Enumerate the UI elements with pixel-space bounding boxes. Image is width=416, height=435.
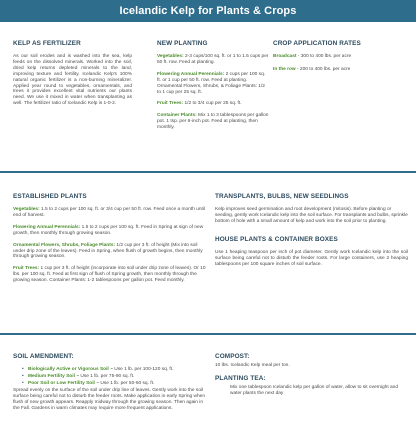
list-item (22, 374, 206, 380)
item-label: Container Plants: (157, 113, 197, 119)
soil-amendment-section (13, 353, 206, 418)
soil-amendment-heading: SOIL AMENDMENT: (13, 353, 74, 360)
item-label: Flowering Annual Perennials: (13, 224, 81, 230)
new-planting-section (157, 40, 270, 137)
item-text: ~ Use 1 lb. per 75-90 sq. ft. (74, 374, 135, 379)
item-text: 2-3 cups/100 sq. ft. or 1 to 1.5 cups per 50 ft. row. Feed at planting. (157, 54, 269, 65)
transplants-section (215, 193, 408, 273)
item-label: Poor Soil or Low Fertility Soil (28, 381, 95, 386)
bullet-icon: • (22, 374, 24, 379)
section-divider (0, 333, 416, 335)
established-item (13, 243, 206, 261)
item-label: Vegetables: (13, 207, 40, 212)
item-label: Flowering Annual Perennials: (157, 71, 225, 77)
new-planting-item (157, 101, 270, 107)
house-plants-heading: HOUSE PLANTS & CONTAINER BOXES (215, 235, 338, 243)
crop-rate-item (273, 67, 408, 73)
compost-body: 10 lbs. Icelandic Kelp meal per ton. (215, 363, 290, 368)
item-label: Fruit Trees: (157, 101, 184, 107)
soil-amendment-body: Spread evenly on the surface of the soil under drip line of leaves. Gently work into the soil surface being careful not to disturb the feeder roots. Make application in early Spring when flush of new growth appears. Reapply midway through the growing season. Then again in the Fall. Gardens in warm climates may require more frequent applications. (13, 388, 205, 411)
compost-section (215, 353, 408, 403)
item-label: Vegetables: (157, 54, 184, 59)
item-label: Medium Fertility Soil (28, 374, 75, 379)
item-label: Biologically Active or Vigorous Soil (28, 367, 109, 372)
crop-rates-section (273, 40, 408, 79)
kelp-fertilizer-section (13, 40, 132, 113)
established-item (13, 266, 206, 284)
crop-rate-item (273, 54, 408, 60)
bullet-icon: • (22, 381, 24, 386)
established-plants-heading: ESTABLISHED PLANTS (13, 193, 87, 200)
house-plants-body: Use 1 heaping teaspoon per inch of pot diameter. Gently work Icelandic kelp into the soil surface being careful not to disturb the feeder roots. For large containers, use 2 heaping tablespoons per 100 square inches of soil surface. (215, 249, 408, 267)
new-planting-item (157, 72, 270, 96)
established-item (13, 225, 206, 237)
new-planting-heading: NEW PLANTING (157, 40, 208, 47)
planting-tea-body: Mix one tablespoon Icelandic kelp per gallon of water, allow to sit overnight and water plants the next day (230, 384, 398, 396)
item-label: Fruit Trees: (13, 266, 40, 272)
kelp-fertilizer-body: As our soil erodes and is washed into the sea, kelp feeds on the dissolved minerals. Worked into the soil, dried kelp returns depleted minerals to the land, improving texture and fertility. Icelandic Kelp's 100% natural organic fertilizer is a non-burning mineralizer. Applied year round to vegetables, ornamentals, and trees it provides excellent vital nutrients our plants need. We use it mixed in water when transplanting as well. The fertilizer ratio of Icelandic Kelp is 1-0-2. (13, 54, 132, 107)
new-planting-item (157, 113, 270, 131)
item-text: 1.5 to 2 cups per 100 sq. ft. or 3/4 cup per 50 ft. row. Feed once a month until end of harvest. (13, 207, 205, 218)
item-text: 1/2 cup per 3 ft. of height (Mix into soil under drip zone of the leaves). Feed in Spring, when flush of growth begins, then monthly through growing season. (13, 242, 203, 260)
title-bar (0, 0, 416, 22)
item-text: Mix 1 to 3 tablespoons per gallon pot. 1 tsp. per 6-inch pot. Feed at planting, then monthly. (157, 113, 269, 131)
soil-amendment-list (22, 367, 206, 387)
list-item (22, 381, 206, 387)
transplants-heading: TRANSPLANTS, BULBS, NEW SEEDLINGS (215, 193, 349, 200)
item-text-extra: Feed at first sign of flush of Spring growth, then monthly through the growing season. Container Plants: 1-2 tablespoons per gallon pot. Feed monthly. (13, 272, 197, 284)
item-text: 1 cup per 3 ft. of height (incorporate into soil under drip zone of leaves). Or 10 lbs. per 100 sq. ft. (13, 266, 206, 278)
established-plants-section (13, 193, 206, 290)
compost-heading: COMPOST: (215, 353, 250, 360)
item-text: - 300 to 400 lbs. per acre (296, 54, 352, 59)
item-label: In the row (273, 66, 296, 72)
established-item (13, 207, 206, 219)
item-label: Broadcast (273, 54, 297, 59)
item-label: Ornamental Flowers, Shrubs, Foliage Plants: (13, 242, 116, 248)
list-item (22, 367, 206, 373)
section-divider (0, 171, 416, 173)
item-text: 1/2 to 3/4 cup per 25 sq. ft. (183, 101, 242, 107)
item-text: 1.5 to 2 cups per 100 sq. ft. Feed in Spring at sign of new growth, then monthly through growing season. (13, 224, 204, 236)
new-planting-item (157, 54, 270, 66)
kelp-fertilizer-heading: KELP AS FERTILIZER (13, 40, 81, 47)
crop-rates-heading: CROP APPLICATION RATES (273, 40, 361, 47)
planting-tea-heading: PLANTING TEA: (215, 374, 266, 382)
item-text: 2 cups per 100 sq. ft. or 1 cup per 50 ft. row. Feed at planting. Ornamental Flowers, Shrubs, & Foliage Plants: 1/2 to 1 cup per 25 sq. ft. (157, 71, 266, 95)
page-title: Icelandic Kelp for Plants & Crops (119, 5, 297, 17)
item-text: ~ Use 1 lb. per 50-60 sq. ft. (94, 381, 155, 386)
bullet-icon: • (22, 367, 24, 372)
item-text: ~ Use 1 lb. per 100-120 sq. ft. (108, 367, 174, 372)
item-text: - 200 to 400 lbs. per acre (295, 66, 351, 72)
transplants-body: Kelp improves seed germination and root development (mitosis). Before planting or seeding, gently work Icelandic kelp into the soil surface. For transplants and bulbs, sprinkle bottom of hole with a small amount of kelp and work into the soil prior to planting. (215, 207, 408, 224)
